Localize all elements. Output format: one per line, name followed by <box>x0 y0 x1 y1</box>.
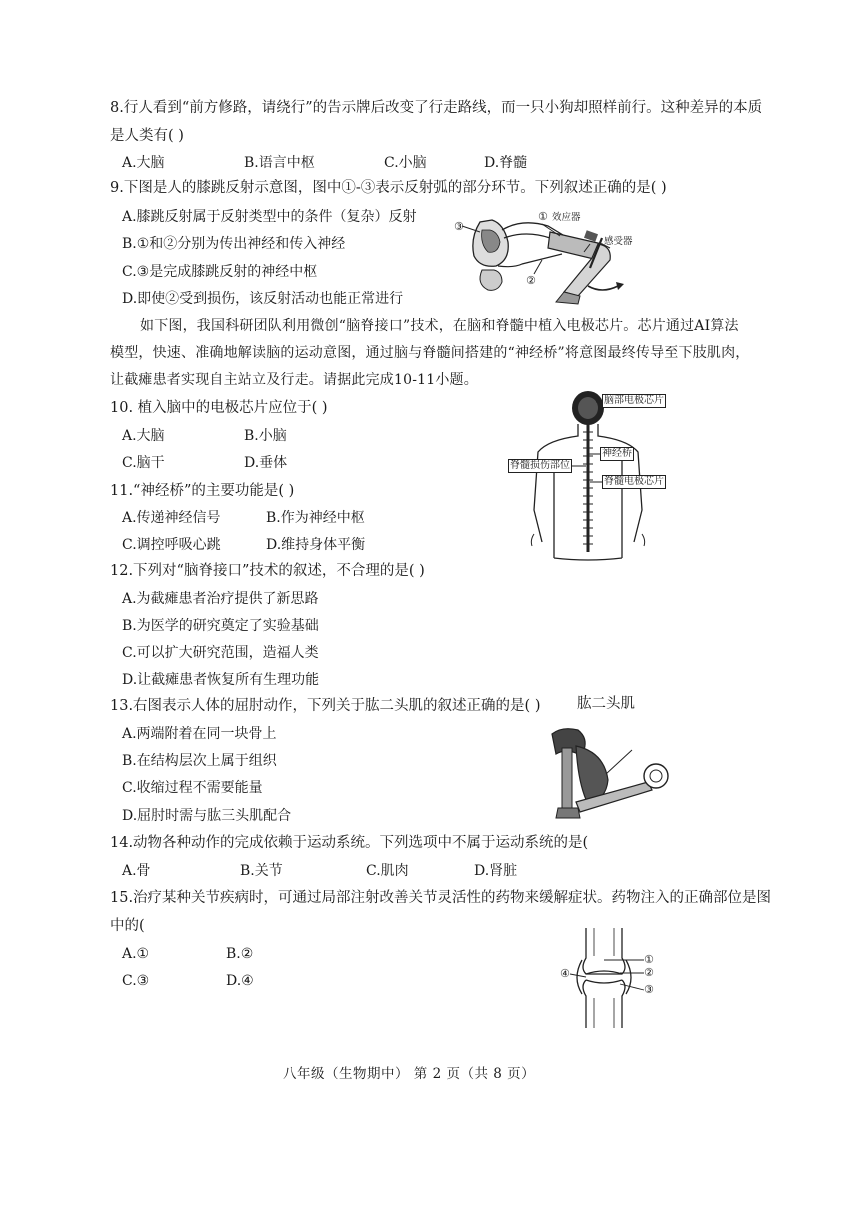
q10-option-a: A.大脑 <box>122 428 165 444</box>
q13-option-d: D.屈肘时需与肱三头肌配合 <box>122 808 292 824</box>
q8-option-b: B.语言中枢 <box>244 155 315 171</box>
q10-option-d: D.垂体 <box>244 455 288 471</box>
joint-label-2: ② <box>644 966 654 979</box>
q11-option-b: B.作为神经中枢 <box>266 510 365 526</box>
passage-line3: 让截瘫患者实现自主站立及行走。请据此完成10-11小题。 <box>110 372 478 388</box>
q10-stem: 10. 植入脑中的电极芯片应位于( ) <box>110 400 328 416</box>
q15-stem-line1: 15.治疗某种关节疾病时，可通过局部注射改善关节灵活性的药物来缓解症状。药物注入的正确部位是图 <box>110 890 772 906</box>
q15-option-c: C.③ <box>122 973 150 989</box>
q9-option-b: B.①和②分别为传出神经和传入神经 <box>122 236 346 252</box>
q10-option-c: C.脑干 <box>122 455 165 471</box>
passage-line1: 如下图，我国科研团队利用微创“脑脊接口”技术，在脑和脊髓中植入电极芯片。芯片通过AI算法 <box>140 318 739 334</box>
q12-option-b: B.为医学的研究奠定了实验基础 <box>122 618 319 634</box>
q11-option-a: A.传递神经信号 <box>122 510 221 526</box>
q9-stem: 9.下图是人的膝跳反射示意图，图中①-③表示反射弧的部分环节。下列叙述正确的是( ) <box>110 180 667 196</box>
q13-stem: 13.右图表示人体的屈肘动作，下列关于肱二头肌的叙述正确的是( ) <box>110 698 541 714</box>
q14-option-a: A.骨 <box>122 863 151 879</box>
q12-stem: 12.下列对“脑脊接口”技术的叙述，不合理的是( ) <box>110 563 425 579</box>
q9-option-c: C.③是完成膝跳反射的神经中枢 <box>122 264 318 280</box>
knee-label-2: ② <box>526 274 536 287</box>
q8-option-d: D.脊髓 <box>484 155 528 171</box>
joint-label-1: ① <box>644 953 654 966</box>
effector-label: 效应器 <box>552 212 581 223</box>
brain-chip-label: 脑部电极芯片 <box>604 395 664 406</box>
knee-label-3: ③ <box>454 220 464 233</box>
q8-option-c: C.小脑 <box>384 155 427 171</box>
q15-option-d: D.④ <box>226 973 254 989</box>
q14-option-d: D.肾脏 <box>474 863 518 879</box>
page-footer: 八年级（生物期中） 第 2 页（共 8 页） <box>283 1066 536 1082</box>
q12-option-a: A.为截瘫患者治疗提供了新思路 <box>122 591 319 607</box>
q15-stem-line2: 中的( <box>110 918 145 934</box>
elbow-flexion-figure <box>548 724 676 822</box>
joint-label-4: ④ <box>560 967 570 980</box>
q11-stem: 11.“神经桥”的主要功能是( ) <box>110 483 295 499</box>
q12-option-d: D.让截瘫患者恢复所有生理功能 <box>122 672 320 688</box>
q13-option-a: A.两端附着在同一块骨上 <box>122 726 277 742</box>
q12-option-c: C.可以扩大研究范围，造福人类 <box>122 645 319 661</box>
q8-stem-line1: 8.行人看到“前方修路，请绕行”的告示牌后改变了行走路线，而一只小狗却照样前行。这种差异的本质 <box>110 100 763 116</box>
q8-option-a: A.大脑 <box>122 155 165 171</box>
q11-option-c: C.调控呼吸心跳 <box>122 537 221 553</box>
q10-option-b: B.小脑 <box>244 428 287 444</box>
q8-stem-line2: 是人类有( ) <box>110 128 184 144</box>
q15-option-a: A.① <box>122 946 150 962</box>
biceps-figure-title: 肱二头肌 <box>577 696 635 712</box>
q14-option-c: C.肌肉 <box>366 863 409 879</box>
q14-option-b: B.关节 <box>240 863 283 879</box>
injury-site-label: 脊髓损伤部位 <box>510 460 570 471</box>
spinal-chip-label: 脊髓电极芯片 <box>604 476 664 487</box>
joint-label-3: ③ <box>644 983 654 996</box>
joint-structure-figure <box>560 928 670 1032</box>
knee-label-1: ① <box>538 210 548 223</box>
passage-line2: 模型，快速、准确地解读脑的运动意图，通过脑与脊髓间搭建的“神经桥”将意图最终传导至下肢肌肉， <box>110 345 750 361</box>
q14-stem: 14.动物各种动作的完成依赖于运动系统。下列选项中不属于运动系统的是( <box>110 835 589 851</box>
q13-option-c: C.收缩过程不需要能量 <box>122 780 263 796</box>
q13-option-b: B.在结构层次上属于组织 <box>122 753 277 769</box>
q15-option-b: B.② <box>226 946 254 962</box>
q9-option-a: A.膝跳反射属于反射类型中的条件（复杂）反射 <box>122 209 417 225</box>
nerve-bridge-label: 神经桥 <box>602 448 632 459</box>
receptor-label: 感受器 <box>604 236 633 247</box>
q9-option-d: D.即使②受到损伤，该反射活动也能正常进行 <box>122 291 404 307</box>
knee-reflex-figure <box>452 208 652 308</box>
q11-option-d: D.维持身体平衡 <box>266 537 366 553</box>
brain-spine-interface-figure <box>508 390 688 562</box>
